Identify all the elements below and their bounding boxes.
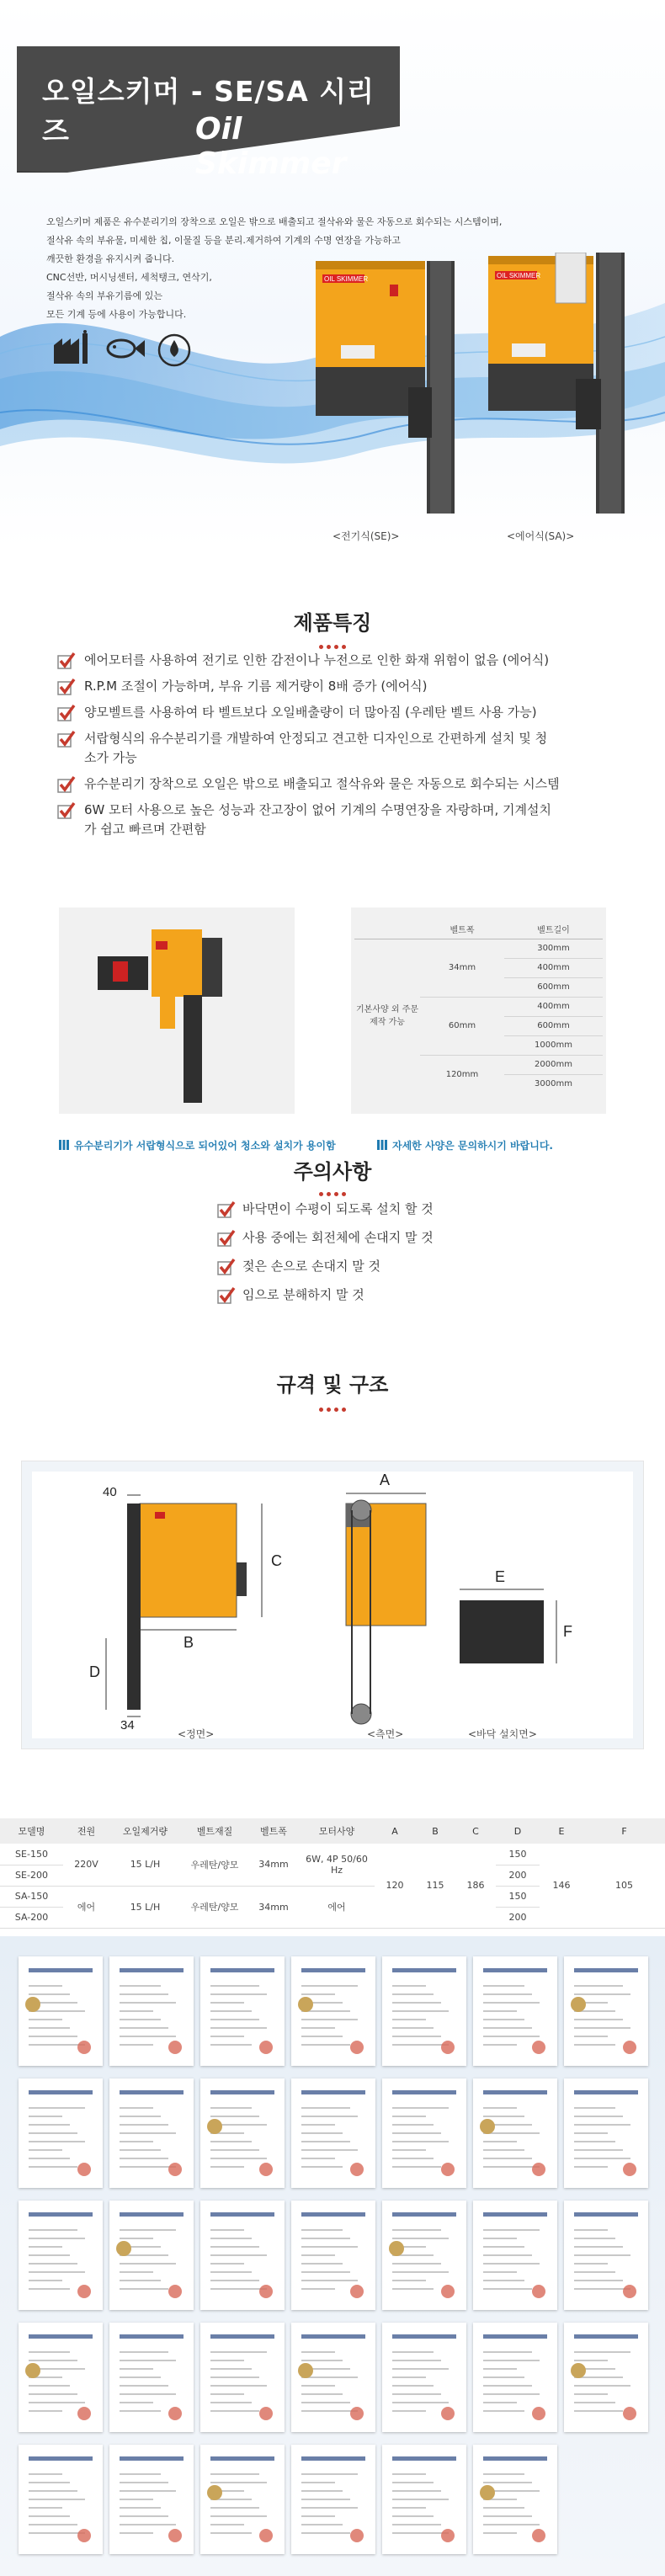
certificate-thumbnail: [291, 1956, 375, 2066]
note-right-text: 자세한 사양은 문의하시기 바랍니다.: [392, 1140, 553, 1152]
certificate-thumbnail: [200, 2201, 285, 2310]
drawer-machine-image: [59, 907, 295, 1114]
feature-text: R.P.M 조절이 가능하며, 부유 기름 제거량이 8배 증가 (에어식): [84, 679, 428, 694]
note-right: [377, 1138, 553, 1152]
intro-line: 절삭유 속의 부유기름에 있는: [46, 290, 163, 301]
check-icon: [57, 730, 76, 748]
certificate-thumbnail: [473, 2323, 557, 2432]
title-english: Oil Skimmer: [195, 112, 347, 181]
check-icon: [57, 652, 76, 670]
check-icon: [57, 678, 76, 696]
certificate-thumbnail: [200, 1956, 285, 2066]
certificate-thumbnail: [564, 2078, 648, 2188]
d-cell: 150: [496, 1844, 540, 1865]
certificate-thumbnail: [291, 2323, 375, 2432]
certificate-thumbnail: [109, 2323, 194, 2432]
caution-item: [217, 1228, 571, 1247]
certificate-thumbnail: [382, 2078, 466, 2188]
certificate-thumbnail: [473, 2201, 557, 2310]
spec-header: 모터사양: [299, 1818, 375, 1844]
spec-header: 모델명: [0, 1818, 63, 1844]
model-cell: SE-150: [0, 1844, 63, 1865]
spec-header: C: [455, 1818, 496, 1844]
intro-line: 깨끗한 환경을 유지시켜 줍니다.: [46, 253, 175, 264]
belt-length: 2000mm: [504, 1055, 603, 1074]
certificate-thumbnail: [200, 2078, 285, 2188]
certificate-thumbnail: [564, 2201, 648, 2310]
certificate-thumbnail: [382, 2445, 466, 2554]
certificate-thumbnail: [291, 2078, 375, 2188]
belt-length: 600mm: [504, 1016, 603, 1035]
dim-label-d: D: [89, 1663, 100, 1680]
certificate-thumbnail: [382, 2201, 466, 2310]
belt-length: 400mm: [504, 958, 603, 977]
features-title: 제품특징: [293, 611, 372, 635]
d-cell: 200: [496, 1865, 540, 1886]
caution-text: 젖은 손으로 손대지 말 것: [242, 1259, 380, 1274]
certificate-thumbnail: [109, 2201, 194, 2310]
certificate-thumbnail: [19, 1956, 103, 2066]
structure-title: 규격 및 구조: [276, 1373, 389, 1397]
belt-material-cell: 우레탄/양모: [181, 1844, 248, 1886]
belt-width-cell: 34mm: [248, 1844, 299, 1886]
feature-item: [57, 703, 630, 722]
spec-header-row: [0, 1818, 665, 1844]
check-icon: [57, 801, 76, 820]
certificate-thumbnail: [109, 1956, 194, 2066]
grid-icon: [377, 1140, 387, 1150]
features-list: [57, 651, 630, 846]
c-cell: 186: [455, 1844, 496, 1928]
belt-table: [354, 919, 603, 1094]
certificate-thumbnail: [200, 2323, 285, 2432]
certificate-thumbnail: [382, 2323, 466, 2432]
motor-cell: 에어: [299, 1886, 375, 1928]
caption-sa: <에어식(SA)>: [507, 530, 575, 542]
belt-length-header: 벨트길이: [504, 919, 603, 939]
dim-label-34: 34: [120, 1718, 135, 1732]
caution-item: [217, 1257, 571, 1275]
a-cell: 120: [375, 1844, 415, 1928]
check-icon: [57, 704, 76, 722]
spec-header: D: [496, 1818, 540, 1844]
custom-order-label: 기본사양 외 주문제작 가능: [356, 1005, 418, 1028]
belt-length: 600mm: [504, 977, 603, 997]
caution-item: [217, 1200, 571, 1218]
check-icon: [57, 775, 76, 794]
spec-header: B: [415, 1818, 455, 1844]
intro-line: CNC선반, 머시닝센터, 세척탱크, 연삭기,: [46, 272, 212, 283]
eco-icons: [51, 330, 202, 370]
belt-width: 34mm: [420, 939, 504, 997]
oil-cell: 15 L/H: [109, 1886, 181, 1928]
caution-list: [217, 1200, 571, 1314]
f-cell: 105: [583, 1844, 665, 1928]
power-cell: 에어: [63, 1886, 109, 1928]
caution-text: 임으로 분해하지 말 것: [242, 1287, 364, 1302]
features-dots: [0, 636, 665, 643]
d-cell: 150: [496, 1886, 540, 1907]
check-icon: [217, 1258, 236, 1276]
table-row: [0, 1844, 665, 1865]
structure-dots: [0, 1399, 665, 1406]
motor-cell: 6W, 4P 50/60 Hz: [299, 1844, 375, 1886]
certificate-thumbnail: [564, 2323, 648, 2432]
base-caption: <바닥 설치면>: [468, 1728, 537, 1740]
power-cell: 220V: [63, 1844, 109, 1886]
certificates-section: [0, 1936, 665, 2576]
note-left: [59, 1138, 336, 1152]
dim-label-a: A: [380, 1472, 391, 1488]
fish-icon: [103, 330, 146, 370]
certificate-thumbnail: [19, 2323, 103, 2432]
belt-width: 60mm: [420, 997, 504, 1055]
belt-length: 300mm: [504, 939, 603, 958]
spec-header: F: [583, 1818, 665, 1844]
feature-text: 양모벨트를 사용하여 타 벨트보다 오일배출량이 더 많아짐 (우레탄 벨트 사용 가능): [84, 705, 537, 720]
certificate-thumbnail: [382, 1956, 466, 2066]
certificate-thumbnail: [473, 2078, 557, 2188]
caution-text: 사용 중에는 회전체에 손대지 말 것: [242, 1230, 434, 1245]
factory-icon: [51, 330, 94, 370]
belt-width-cell: 34mm: [248, 1886, 299, 1928]
certificate-thumbnail: [109, 2445, 194, 2554]
model-cell: SA-150: [0, 1886, 63, 1907]
spec-header: 벨트재질: [181, 1818, 248, 1844]
model-cell: SA-200: [0, 1907, 63, 1928]
certificate-thumbnail: [109, 2078, 194, 2188]
certificate-thumbnail: [473, 1956, 557, 2066]
check-icon: [217, 1286, 236, 1305]
certificate-thumbnail: [19, 2445, 103, 2554]
feature-item: [57, 774, 630, 794]
drawer-image: [59, 907, 295, 1114]
machine-se-image: [316, 261, 455, 514]
dim-label-b: B: [184, 1634, 194, 1651]
feature-item: [57, 729, 554, 768]
spec-header: 전원: [63, 1818, 109, 1844]
certificate-thumbnail: [200, 2445, 285, 2554]
front-caption: <정면>: [178, 1728, 215, 1740]
belt-length: 3000mm: [535, 1079, 572, 1089]
intro-line: 오일스키머 제품은 유수분리기의 장착으로 오일은 밖으로 배출되고 절삭유와 물은 자동으로 회수되는 시스템이며,: [46, 216, 503, 227]
dim-label-e: E: [495, 1568, 506, 1585]
check-icon: [217, 1200, 236, 1219]
machine-label: OIL SKIMMER: [324, 275, 369, 283]
caution-item: [217, 1285, 571, 1304]
model-cell: SE-200: [0, 1865, 63, 1886]
belt-length: 400mm: [504, 997, 603, 1016]
machine-sa-image: [488, 253, 627, 514]
intro-line: 모든 기계 등에 사용이 가능합니다.: [46, 309, 187, 320]
feature-text: 6W 모터 사용으로 높은 성능과 잔고장이 없어 기계의 수명연장을 자랑하며, 기계설치가 쉽고 빠르며 간편함: [84, 802, 551, 837]
machine-label: OIL SKIMMER: [497, 272, 541, 279]
spec-table: [0, 1818, 665, 1929]
oil-drop-icon: [155, 330, 194, 370]
d-cell: 200: [496, 1907, 540, 1928]
oil-cell: 15 L/H: [109, 1844, 181, 1886]
certificate-thumbnail: [19, 2078, 103, 2188]
belt-width-header: 벨트폭: [420, 919, 504, 939]
feature-text: 에어모터를 사용하여 전기로 인한 감전이나 누전으로 인한 화재 위험이 없음 (에어식): [84, 652, 550, 668]
caption-se: <전기식(SE)>: [332, 530, 400, 542]
dim-label-f: F: [563, 1623, 572, 1640]
spec-header: E: [540, 1818, 583, 1844]
caution-dots: [0, 1184, 665, 1190]
grid-icon: [59, 1140, 69, 1150]
check-icon: [217, 1229, 236, 1248]
feature-item: [57, 651, 630, 670]
spec-header: 오일제거량: [109, 1818, 181, 1844]
hero-section: [0, 0, 665, 547]
certificate-thumbnail: [19, 2201, 103, 2310]
structure-drawing: [22, 1461, 645, 1750]
feature-item: [57, 801, 562, 839]
certificate-thumbnail: [291, 2445, 375, 2554]
title-banner: [17, 46, 400, 181]
certificate-thumbnail: [291, 2201, 375, 2310]
dim-label-40: 40: [103, 1485, 117, 1499]
title-korean: 오일스키머 - SE/SA 시리즈: [42, 75, 375, 147]
feature-item: [57, 677, 630, 696]
structure-diagram: [21, 1461, 644, 1749]
belt-material-cell: 우레탄/양모: [181, 1886, 248, 1928]
feature-text: 서랍형식의 유수분리기를 개발하여 안정되고 견고한 디자인으로 간편하게 설치 및 청소가 가능: [84, 731, 548, 765]
spec-header: A: [375, 1818, 415, 1844]
spec-header: 벨트폭: [248, 1818, 299, 1844]
certificate-thumbnail: [564, 1956, 648, 2066]
belt-length: 1000mm: [504, 1035, 603, 1055]
caution-title: 주의사항: [293, 1160, 372, 1184]
feature-text: 유수분리기 장착으로 오일은 밖으로 배출되고 절삭유와 물은 자동으로 회수되는 시스템: [84, 776, 560, 791]
belt-spec-area: [59, 907, 606, 1114]
note-left-text: 유수분리기가 서랍형식으로 되어있어 청소와 설치가 용이함: [74, 1140, 336, 1152]
e-cell: 146: [540, 1844, 583, 1928]
certificate-thumbnail: [473, 2445, 557, 2554]
belt-table-box: [351, 907, 606, 1114]
belt-width: 120mm: [445, 1069, 479, 1079]
side-caption: <측면>: [367, 1728, 404, 1740]
b-cell: 115: [415, 1844, 455, 1928]
dim-label-c: C: [271, 1552, 282, 1569]
intro-line: 절삭유 속의 부유물, 미세한 칩, 이물질 등을 분리.제거하여 기계의 수명 연장을 가능하고: [46, 235, 401, 246]
caution-text: 바닥면이 수평이 되도록 설치 할 것: [242, 1201, 434, 1216]
